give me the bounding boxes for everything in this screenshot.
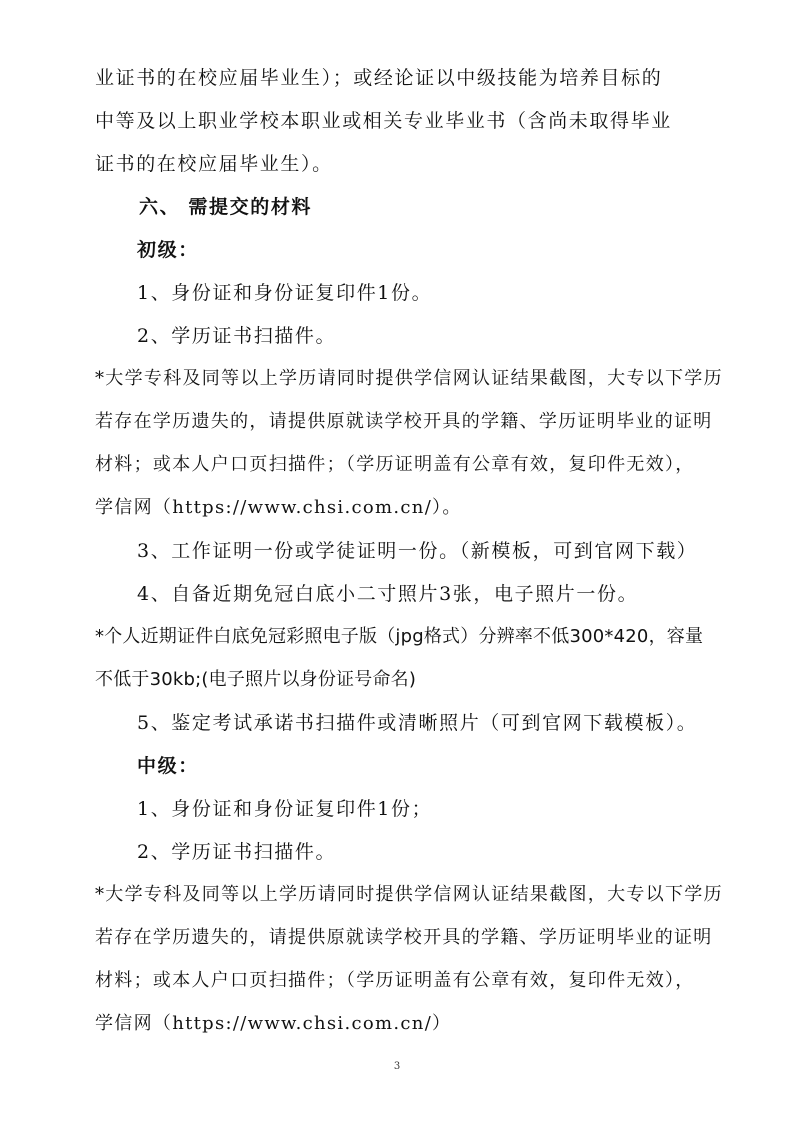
intermediate-note-line-3: 材料；或本人户口页扫描件；（学历证明盖有公章有效，复印件无效）， [95, 970, 695, 991]
junior-note-line-1: *大学专科及同等以上学历请同时提供学信网认证结果截图，大专以下学历 [95, 368, 723, 389]
intermediate-note-line-2: 若存在学历遗失的，请提供原就读学校开具的学籍、学历证明毕业的证明 [95, 927, 713, 948]
photo-note-line-1: *个人近期证件白底免冠彩照电子版（jpg格式）分辨率不低300*420，容量 [95, 626, 704, 647]
section-heading: 六、 需提交的材料 [139, 196, 313, 218]
intermediate-note-line-1: *大学专科及同等以上学历请同时提供学信网认证结果截图，大专以下学历 [95, 884, 723, 905]
junior-item-4: 4、自备近期免冠白底小二寸照片3张，电子照片一份。 [137, 583, 639, 605]
intermediate-item-2: 2、学历证书扫描件。 [137, 841, 337, 863]
junior-item-2: 2、学历证书扫描件。 [137, 325, 337, 347]
junior-note-line-2: 若存在学历遗失的，请提供原就读学校开具的学籍、学历证明毕业的证明 [95, 411, 713, 432]
junior-note-line-4: 学信网（https://www.chsi.com.cn/）。 [95, 497, 462, 518]
photo-note-line-2: 不低于30kb;(电子照片以身份证号命名) [95, 669, 417, 690]
junior-heading: 初级： [137, 239, 199, 261]
paragraph-line-2: 中等及以上职业学校本职业或相关专业毕业书（含尚未取得毕业 [95, 110, 672, 132]
intermediate-note-line-4: 学信网（https://www.chsi.com.cn/） [95, 1013, 452, 1034]
junior-item-1: 1、身份证和身份证复印件1份。 [137, 282, 433, 304]
intermediate-item-1: 1、身份证和身份证复印件1份； [137, 798, 433, 820]
paragraph-line-1: 业证书的在校应届毕业生）；或经论证以中级技能为培养目标的 [95, 67, 663, 89]
page-number: 3 [393, 1061, 401, 1072]
junior-item-3: 3、工作证明一份或学徒证明一份。（新模板，可到官网下载） [137, 540, 698, 562]
paragraph-line-3: 证书的在校应届毕业生）。 [95, 153, 333, 175]
junior-note-line-3: 材料；或本人户口页扫描件；（学历证明盖有公章有效，复印件无效）， [95, 454, 695, 475]
intermediate-heading: 中级： [137, 755, 199, 777]
junior-item-5: 5、鉴定考试承诺书扫描件或清晰照片（可到官网下载模板）。 [137, 712, 698, 734]
